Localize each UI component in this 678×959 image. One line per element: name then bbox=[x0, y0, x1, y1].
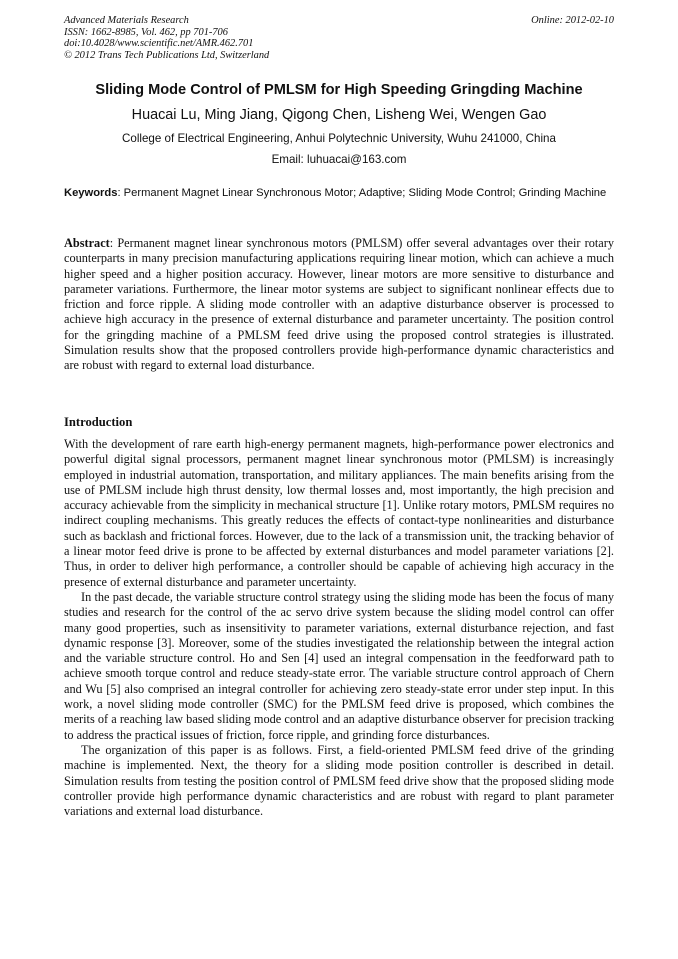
abstract-text: : Permanent magnet linear synchronous motors (PMLSM) offer several advantages over their rotary counterparts in many precision manufacturing applications requiring linear motion, which can achieve a much higher speed and a higher position accuracy. However, linear motors are more sensitive to disturbance and parameter variations. Furthermore, the linear motor systems are subject to significant nonlinear effects due to friction and force ripple. A sliding mode controller with an adaptive disturbance observer is processed to achieve high accuracy in the presence of external disturbance and parameter uncertainty. The position control for the gringding machine of a PMLSM feed drive using the proposed control strategies is illustrated. Simulation results show that the proposed controllers provide high-performance dynamic characteristics and are robust with regard to external load disturbance. bbox=[64, 236, 614, 373]
keywords-label: Keywords bbox=[64, 187, 118, 199]
paragraph: With the development of rare earth high-energy permanent magnets, high-performance power electronics and powerful digital signal processors, permanent magnet linear synchronous motor (PMLSM) is increasingly employed in industrial automation, transportation, and military appliances. The main benefits arising from the use of PMLSM include high thrust density, low thermal losses and, most importantly, the high precision and accuracy achievable from the simplicity in mechanical structure [1]. Unlike rotary motors, PMLSM requires no indirect coupling mechanisms. This greatly reduces the effects of contact-type nonlinearities and disturbance such as backlash and frictional forces. However, due to the lack of a transmission unit, the tracking behavior of a linear motor feed drive is prone to be affected by external disturbances and model parameter variations [2]. Thus, in order to deliver high performance, a controller should be capable of achieving high accuracy in the presence of external disturbance and parameter uncertainty. bbox=[64, 437, 614, 589]
paragraph: The organization of this paper is as follows. First, a field-oriented PMLSM feed drive of the grinding machine is implemented. Next, the theory for a sliding mode position controller is described in detail. Simulation results from testing the position control of PMLSM feed drive show that the proposed sliding mode controller provide high performance dynamic characteristics and are robust with regard to plant parameter variations and external load disturbance. bbox=[64, 742, 614, 819]
journal-copyright: © 2012 Trans Tech Publications Ltd, Switzerland bbox=[64, 49, 270, 61]
journal-issn: ISSN: 1662-8985, Vol. 462, pp 701-706 bbox=[64, 26, 228, 38]
paper-email: Email: luhuacai@163.com bbox=[271, 153, 407, 166]
keywords-block bbox=[64, 187, 614, 201]
keywords-text: : Permanent Magnet Linear Synchronous Motor; Adaptive; Sliding Mode Control; Grinding Machine bbox=[117, 187, 607, 199]
paper-affiliation: College of Electrical Engineering, Anhui Polytechnic University, Wuhu 241000, China bbox=[122, 132, 556, 145]
paper-title: Sliding Mode Control of PMLSM for High Speeding Gringding Machine bbox=[95, 82, 583, 98]
journal-header bbox=[64, 15, 269, 61]
abstract-block bbox=[64, 236, 614, 374]
journal-doi: doi:10.4028/www.scientific.net/AMR.462.701 bbox=[64, 38, 254, 50]
journal-name: Advanced Materials Research bbox=[64, 15, 189, 26]
online-date: Online: 2012-02-10 bbox=[531, 15, 614, 26]
paragraph: In the past decade, the variable structure control strategy using the sliding mode has been the focus of many studies and research for the control of the ac servo drive system because the sliding model control can offer many good properties, such as insensitivity to parameter variations, external disturbance rejection, and fast dynamic response [3]. Moreover, some of the studies investigated the relationship between the integral action and the variable structure control. Ho and Sen [4] used an integral compensation in the feedforward path to achieve smooth torque control and reduce steady-state error. The variable structure control approach of Chern and Wu [5] also comprised an integral controller for achieving zero steady-state error under step input. In this work, a novel sliding mode controller (SMC) for the PMLSM feed drive is proposed, which combines the merits of a reaching law based sliding mode control and an adaptive disturbance observer for precision tracking to address the practical issues of friction, force ripple, and grinding force disturbances. bbox=[64, 589, 614, 742]
section-heading-introduction: Introduction bbox=[64, 415, 133, 429]
paper-authors: Huacai Lu, Ming Jiang, Qigong Chen, Lisheng Wei, Wengen Gao bbox=[131, 107, 547, 123]
abstract-label: Abstract bbox=[64, 236, 110, 250]
introduction-body bbox=[64, 437, 614, 819]
